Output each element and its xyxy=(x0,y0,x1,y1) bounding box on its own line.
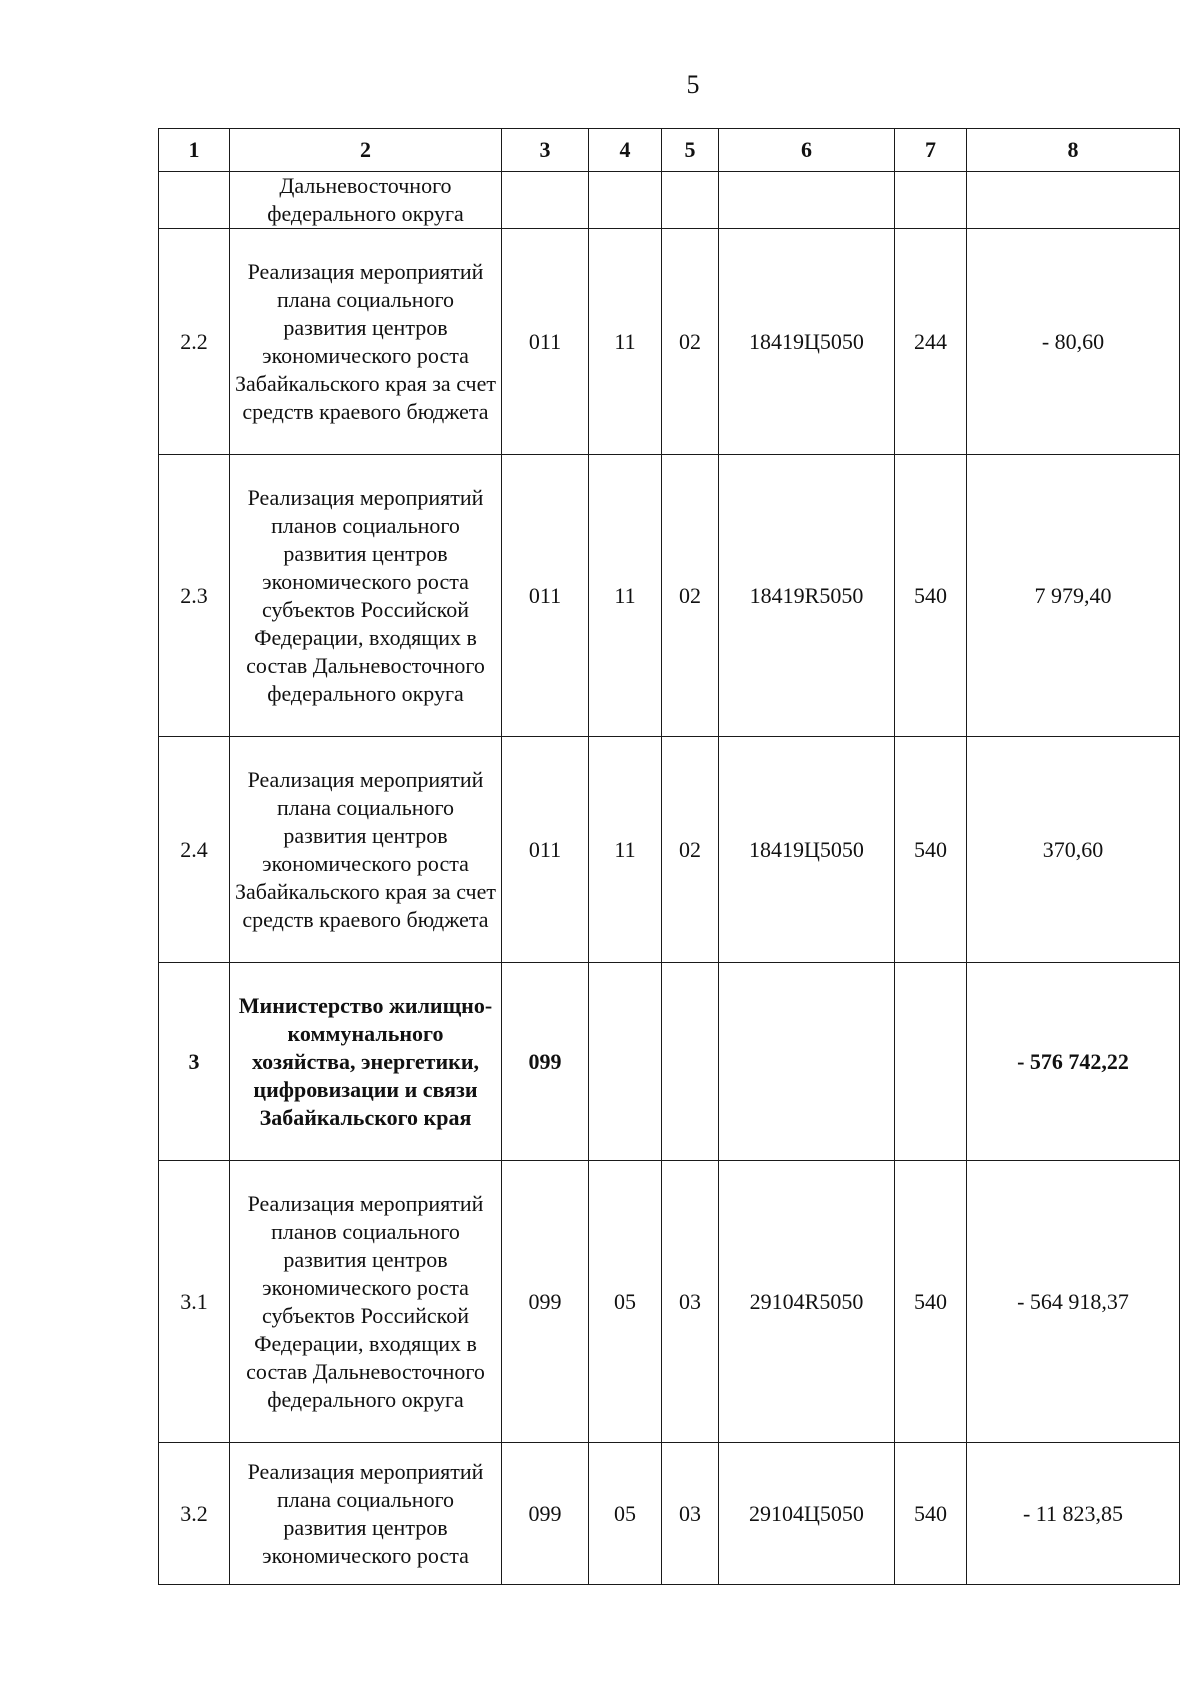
cell: 18419R5050 xyxy=(719,455,895,737)
cell: 099 xyxy=(502,963,589,1161)
cell xyxy=(895,963,967,1161)
budget-table xyxy=(158,128,1180,1585)
row-number-cell xyxy=(159,172,230,229)
cell xyxy=(589,963,662,1161)
cell: 02 xyxy=(662,229,719,455)
cell: 29104R5050 xyxy=(719,1161,895,1443)
cell: 18419Ц5050 xyxy=(719,229,895,455)
row-name-cell: Министерство жилищно-коммунального хозяйства, энергетики, цифровизации и связи Забайкальского края xyxy=(230,963,502,1161)
table-row xyxy=(159,1443,1180,1585)
cell: 011 xyxy=(502,455,589,737)
cell: 18419Ц5050 xyxy=(719,737,895,963)
cell: 03 xyxy=(662,1443,719,1585)
header-cell: 4 xyxy=(589,129,662,172)
header-cell: 5 xyxy=(662,129,719,172)
row-number-cell: 2.3 xyxy=(159,455,230,737)
header-cell: 3 xyxy=(502,129,589,172)
amount-cell xyxy=(967,172,1180,229)
cell: 05 xyxy=(589,1443,662,1585)
cell: 540 xyxy=(895,737,967,963)
row-name-cell: Дальневосточного федерального округа xyxy=(230,172,502,229)
table-row xyxy=(159,455,1180,737)
row-number-cell: 3.1 xyxy=(159,1161,230,1443)
cell: 099 xyxy=(502,1443,589,1585)
amount-cell: 7 979,40 xyxy=(967,455,1180,737)
page-number: 5 xyxy=(686,70,700,99)
cell: 540 xyxy=(895,1443,967,1585)
cell: 02 xyxy=(662,455,719,737)
cell: 011 xyxy=(502,229,589,455)
amount-cell: - 11 823,85 xyxy=(967,1443,1180,1585)
header-cell: 2 xyxy=(230,129,502,172)
row-number-cell: 2.4 xyxy=(159,737,230,963)
header-cell: 1 xyxy=(159,129,230,172)
amount-cell: 370,60 xyxy=(967,737,1180,963)
table-header-row xyxy=(159,129,1180,172)
cell: 11 xyxy=(589,229,662,455)
row-number-cell: 3.2 xyxy=(159,1443,230,1585)
cell xyxy=(662,172,719,229)
cell: 11 xyxy=(589,455,662,737)
cell: 099 xyxy=(502,1161,589,1443)
cell: 03 xyxy=(662,1161,719,1443)
row-number-cell: 3 xyxy=(159,963,230,1161)
amount-cell: - 576 742,22 xyxy=(967,963,1180,1161)
table-row xyxy=(159,1161,1180,1443)
table-row xyxy=(159,229,1180,455)
cell: 02 xyxy=(662,737,719,963)
cell: 11 xyxy=(589,737,662,963)
amount-cell: - 80,60 xyxy=(967,229,1180,455)
header-cell: 6 xyxy=(719,129,895,172)
cell: 540 xyxy=(895,455,967,737)
cell: 011 xyxy=(502,737,589,963)
row-name-cell: Реализация мероприятий планов социального развития центров экономического роста субъектов Российской Федерации, входящих в состав Дальневосточного федерального округа xyxy=(230,1161,502,1443)
table-row xyxy=(159,172,1180,229)
cell xyxy=(719,172,895,229)
cell: 244 xyxy=(895,229,967,455)
cell xyxy=(589,172,662,229)
header-cell: 7 xyxy=(895,129,967,172)
row-name-cell: Реализация мероприятий плана социального развития центров экономического роста Забайкальского края за счет средств краевого бюджета xyxy=(230,229,502,455)
row-name-cell: Реализация мероприятий планов социального развития центров экономического роста субъектов Российской Федерации, входящих в состав Дальневосточного федерального округа xyxy=(230,455,502,737)
row-name-cell: Реализация мероприятий плана социального развития центров экономического роста xyxy=(230,1443,502,1585)
cell: 05 xyxy=(589,1161,662,1443)
cell xyxy=(719,963,895,1161)
row-number-cell: 2.2 xyxy=(159,229,230,455)
table-row-ministry xyxy=(159,963,1180,1161)
cell xyxy=(895,172,967,229)
header-cell: 8 xyxy=(967,129,1180,172)
cell xyxy=(502,172,589,229)
cell xyxy=(662,963,719,1161)
table-row xyxy=(159,737,1180,963)
row-name-cell: Реализация мероприятий плана социального развития центров экономического роста Забайкальского края за счет средств краевого бюджета xyxy=(230,737,502,963)
amount-cell: - 564 918,37 xyxy=(967,1161,1180,1443)
cell: 540 xyxy=(895,1161,967,1443)
cell: 29104Ц5050 xyxy=(719,1443,895,1585)
